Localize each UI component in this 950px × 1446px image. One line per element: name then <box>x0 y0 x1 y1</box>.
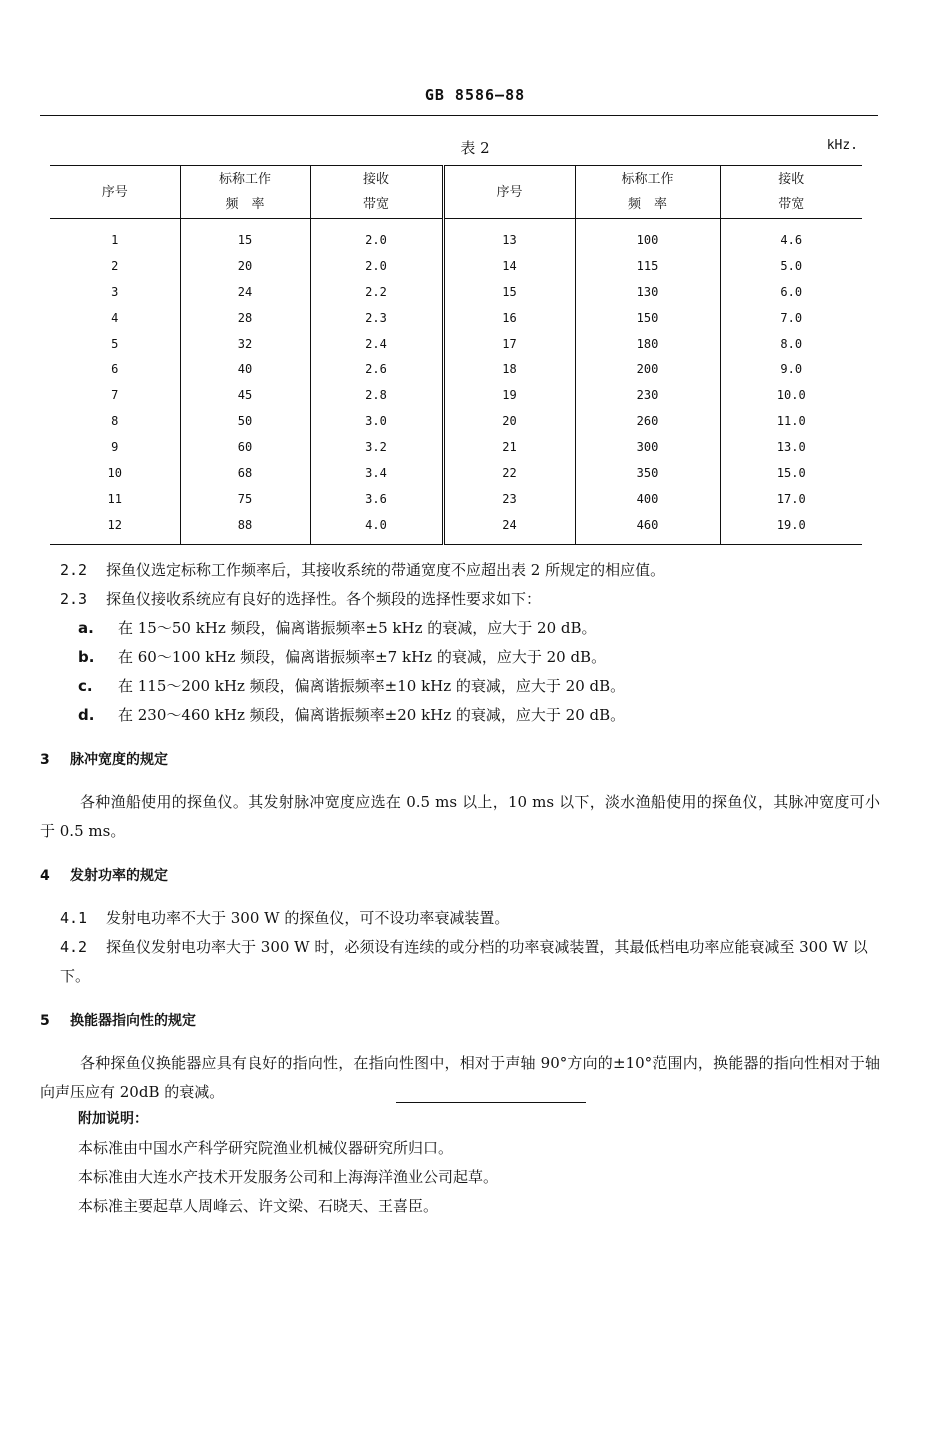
clause-text: 探鱼仪发射电功率大于 300 W 时，必须设有连续的或分档的功率衰减装置，其最低档电功率应能衰减至 300 W 以下。 <box>60 938 868 985</box>
header-freq-right <box>575 166 720 219</box>
section-title: 脉冲宽度的规定 <box>70 752 168 768</box>
cell-freq: 350 <box>575 460 720 486</box>
header-bw-left <box>310 166 443 219</box>
cell-bandwidth: 2.3 <box>310 305 443 331</box>
header-bw-right <box>720 166 862 219</box>
list-item-c <box>40 672 880 701</box>
cell-bandwidth: 2.2 <box>310 279 443 305</box>
cell-seq: 21 <box>443 434 575 460</box>
cell-freq: 50 <box>180 408 310 434</box>
frequency-bandwidth-table <box>50 165 862 545</box>
cell-bandwidth: 10.0 <box>776 388 806 403</box>
header-bw-line1: 接收 <box>362 172 389 187</box>
cell-seq: 7 <box>50 382 180 408</box>
table-row <box>50 486 862 512</box>
cell-freq: 45 <box>180 382 310 408</box>
table-row <box>50 382 862 408</box>
appendix-line-2: 本标准由大连水产技术开发服务公司和上海海洋渔业公司起草。 <box>78 1168 499 1186</box>
cell-bandwidth: 3.2 <box>310 434 443 460</box>
cell-bandwidth: 2.6 <box>310 356 443 382</box>
cell-bandwidth: 2.0 <box>310 253 443 279</box>
list-item-a <box>40 614 880 643</box>
cell-freq: 20 <box>180 253 310 279</box>
cell-bandwidth: 3.0 <box>310 408 443 434</box>
cell-freq: 150 <box>575 305 720 331</box>
section-3-heading <box>40 746 880 775</box>
table-row <box>50 305 862 331</box>
cell-freq: 130 <box>575 279 720 305</box>
cell-bandwidth: 13.0 <box>776 440 806 455</box>
section-4-heading <box>40 862 880 891</box>
table-caption: 表 2 <box>460 139 490 157</box>
standard-number-header: GB 8586—88 <box>424 86 526 104</box>
section-title: 发射功率的规定 <box>70 868 168 884</box>
header-bw-line1: 接收 <box>778 172 805 187</box>
cell-freq: 460 <box>575 512 720 544</box>
appendix-line-1: 本标准由中国水产科学研究院渔业机械仪器研究所归口。 <box>78 1139 454 1157</box>
cell-seq: 17 <box>443 331 575 357</box>
cell-seq: 22 <box>443 460 575 486</box>
table-row <box>50 331 862 357</box>
cell-seq: 9 <box>50 434 180 460</box>
cell-seq: 18 <box>443 356 575 382</box>
header-freq-line1: 标称工作 <box>218 172 271 187</box>
section-5-heading <box>40 1007 880 1036</box>
cell-seq: 10 <box>50 460 180 486</box>
cell-bandwidth: 11.0 <box>776 414 806 429</box>
header-bw-line2: 带宽 <box>778 197 805 212</box>
item-text: 在 115～200 kHz 频段，偏离谐振频率±10 kHz 的衰减，应大于 20 dB。 <box>118 677 626 695</box>
header-seq-right: 序号 <box>443 166 575 219</box>
cell-seq: 12 <box>50 512 180 544</box>
cell-seq: 14 <box>443 253 575 279</box>
cell-seq: 8 <box>50 408 180 434</box>
cell-bandwidth: 17.0 <box>776 491 806 506</box>
end-rule <box>396 1102 586 1103</box>
table-row <box>50 219 862 253</box>
cell-freq: 15 <box>180 219 310 253</box>
clause-text: 发射电功率不大于 300 W 的探鱼仪，可不设功率衰减装置。 <box>106 909 510 927</box>
clause-number: 4.1 <box>60 909 88 927</box>
item-label: a. <box>78 619 94 637</box>
cell-freq: 28 <box>180 305 310 331</box>
body-text <box>40 556 880 1221</box>
cell-bandwidth: 2.4 <box>310 331 443 357</box>
table-row <box>50 356 862 382</box>
item-text: 在 230～460 kHz 频段，偏离谐振频率±20 kHz 的衰减，应大于 20 dB。 <box>118 706 626 724</box>
cell-bandwidth: 15.0 <box>776 465 806 480</box>
cell-seq: 20 <box>443 408 575 434</box>
appendix-heading: 附加说明： <box>78 1111 148 1127</box>
section-number: 5 <box>40 1013 50 1029</box>
table-row <box>50 253 862 279</box>
header-rule <box>40 115 878 116</box>
cell-bandwidth: 7.0 <box>780 310 803 325</box>
clause-2-3 <box>40 585 880 614</box>
list-item-b <box>40 643 880 672</box>
header-freq-line2: 频 率 <box>225 197 265 212</box>
table-row <box>50 460 862 486</box>
header-freq-line2: 频 率 <box>627 197 667 212</box>
clause-number: 2.3 <box>60 590 88 608</box>
item-label: b. <box>78 648 95 666</box>
clause-2-2 <box>40 556 880 585</box>
cell-seq: 1 <box>50 219 180 253</box>
section-number: 3 <box>40 752 50 768</box>
clause-number: 2.2 <box>60 561 88 579</box>
clause-text: 探鱼仪接收系统应有良好的选择性。各个频段的选择性要求如下： <box>106 590 542 608</box>
cell-freq: 32 <box>180 331 310 357</box>
section-5-body: 各种探鱼仪换能器应具有良好的指向性，在指向性图中，相对于声轴 90°方向的±10°范围内，换能器的指向性相对于轴向声压应有 20dB 的衰减。 <box>40 1054 880 1101</box>
clause-4-1 <box>40 904 880 933</box>
list-item-d <box>40 701 880 730</box>
table-body <box>50 219 862 545</box>
cell-seq: 5 <box>50 331 180 357</box>
header-seq-left: 序号 <box>50 166 180 219</box>
cell-bandwidth: 2.8 <box>310 382 443 408</box>
cell-freq: 75 <box>180 486 310 512</box>
header-freq-line1: 标称工作 <box>621 172 674 187</box>
table-unit: kHz. <box>826 138 858 153</box>
cell-seq: 24 <box>443 512 575 544</box>
cell-freq: 100 <box>575 219 720 253</box>
table-row <box>50 408 862 434</box>
cell-seq: 6 <box>50 356 180 382</box>
item-label: d. <box>78 706 95 724</box>
clause-text: 探鱼仪选定标称工作频率后，其接收系统的带通宽度不应超出表 2 所规定的相应值。 <box>106 561 666 579</box>
section-number: 4 <box>40 868 50 884</box>
cell-bandwidth: 4.6 <box>780 232 803 247</box>
cell-seq: 23 <box>443 486 575 512</box>
cell-seq: 11 <box>50 486 180 512</box>
cell-freq: 300 <box>575 434 720 460</box>
cell-bandwidth: 3.6 <box>310 486 443 512</box>
cell-bandwidth: 8.0 <box>780 336 803 351</box>
cell-bandwidth: 19.0 <box>720 512 862 544</box>
cell-seq: 15 <box>443 279 575 305</box>
header-bw-line2: 带宽 <box>362 197 389 212</box>
cell-freq: 180 <box>575 331 720 357</box>
appendix-line-3: 本标准主要起草人周峰云、许文梁、石晓天、王喜臣。 <box>78 1197 439 1215</box>
item-text: 在 15～50 kHz 频段，偏离谐振频率±5 kHz 的衰减，应大于 20 dB。 <box>118 619 597 637</box>
cell-bandwidth: 2.0 <box>310 219 443 253</box>
cell-seq: 4 <box>50 305 180 331</box>
cell-seq: 16 <box>443 305 575 331</box>
cell-freq: 115 <box>575 253 720 279</box>
table-row <box>50 512 862 544</box>
cell-freq: 60 <box>180 434 310 460</box>
section-title: 换能器指向性的规定 <box>70 1013 196 1029</box>
cell-seq: 3 <box>50 279 180 305</box>
cell-freq: 230 <box>575 382 720 408</box>
cell-freq: 200 <box>575 356 720 382</box>
cell-freq: 40 <box>180 356 310 382</box>
cell-seq: 2 <box>50 253 180 279</box>
cell-freq: 88 <box>180 512 310 544</box>
section-3-body: 各种渔船使用的探鱼仪。其发射脉冲宽度应选在 0.5 ms 以上，10 ms 以下，淡水渔船使用的探鱼仪，其脉冲宽度可小于 0.5 ms。 <box>40 793 880 840</box>
clause-4-2 <box>40 933 880 991</box>
item-text: 在 60～100 kHz 频段，偏离谐振频率±7 kHz 的衰减，应大于 20 dB。 <box>118 648 607 666</box>
cell-freq: 68 <box>180 460 310 486</box>
cell-bandwidth: 4.0 <box>310 512 443 544</box>
header-freq-left <box>180 166 310 219</box>
cell-bandwidth: 6.0 <box>780 284 803 299</box>
cell-bandwidth: 3.4 <box>310 460 443 486</box>
cell-freq: 24 <box>180 279 310 305</box>
clause-number: 4.2 <box>60 938 88 956</box>
cell-freq: 260 <box>575 408 720 434</box>
cell-bandwidth: 5.0 <box>780 258 803 273</box>
table-header-row <box>50 166 862 219</box>
cell-seq: 13 <box>443 219 575 253</box>
item-label: c. <box>78 677 93 695</box>
cell-bandwidth: 9.0 <box>780 362 803 377</box>
table-row <box>50 434 862 460</box>
table <box>50 165 862 545</box>
table-row <box>50 279 862 305</box>
cell-seq: 19 <box>443 382 575 408</box>
cell-freq: 400 <box>575 486 720 512</box>
